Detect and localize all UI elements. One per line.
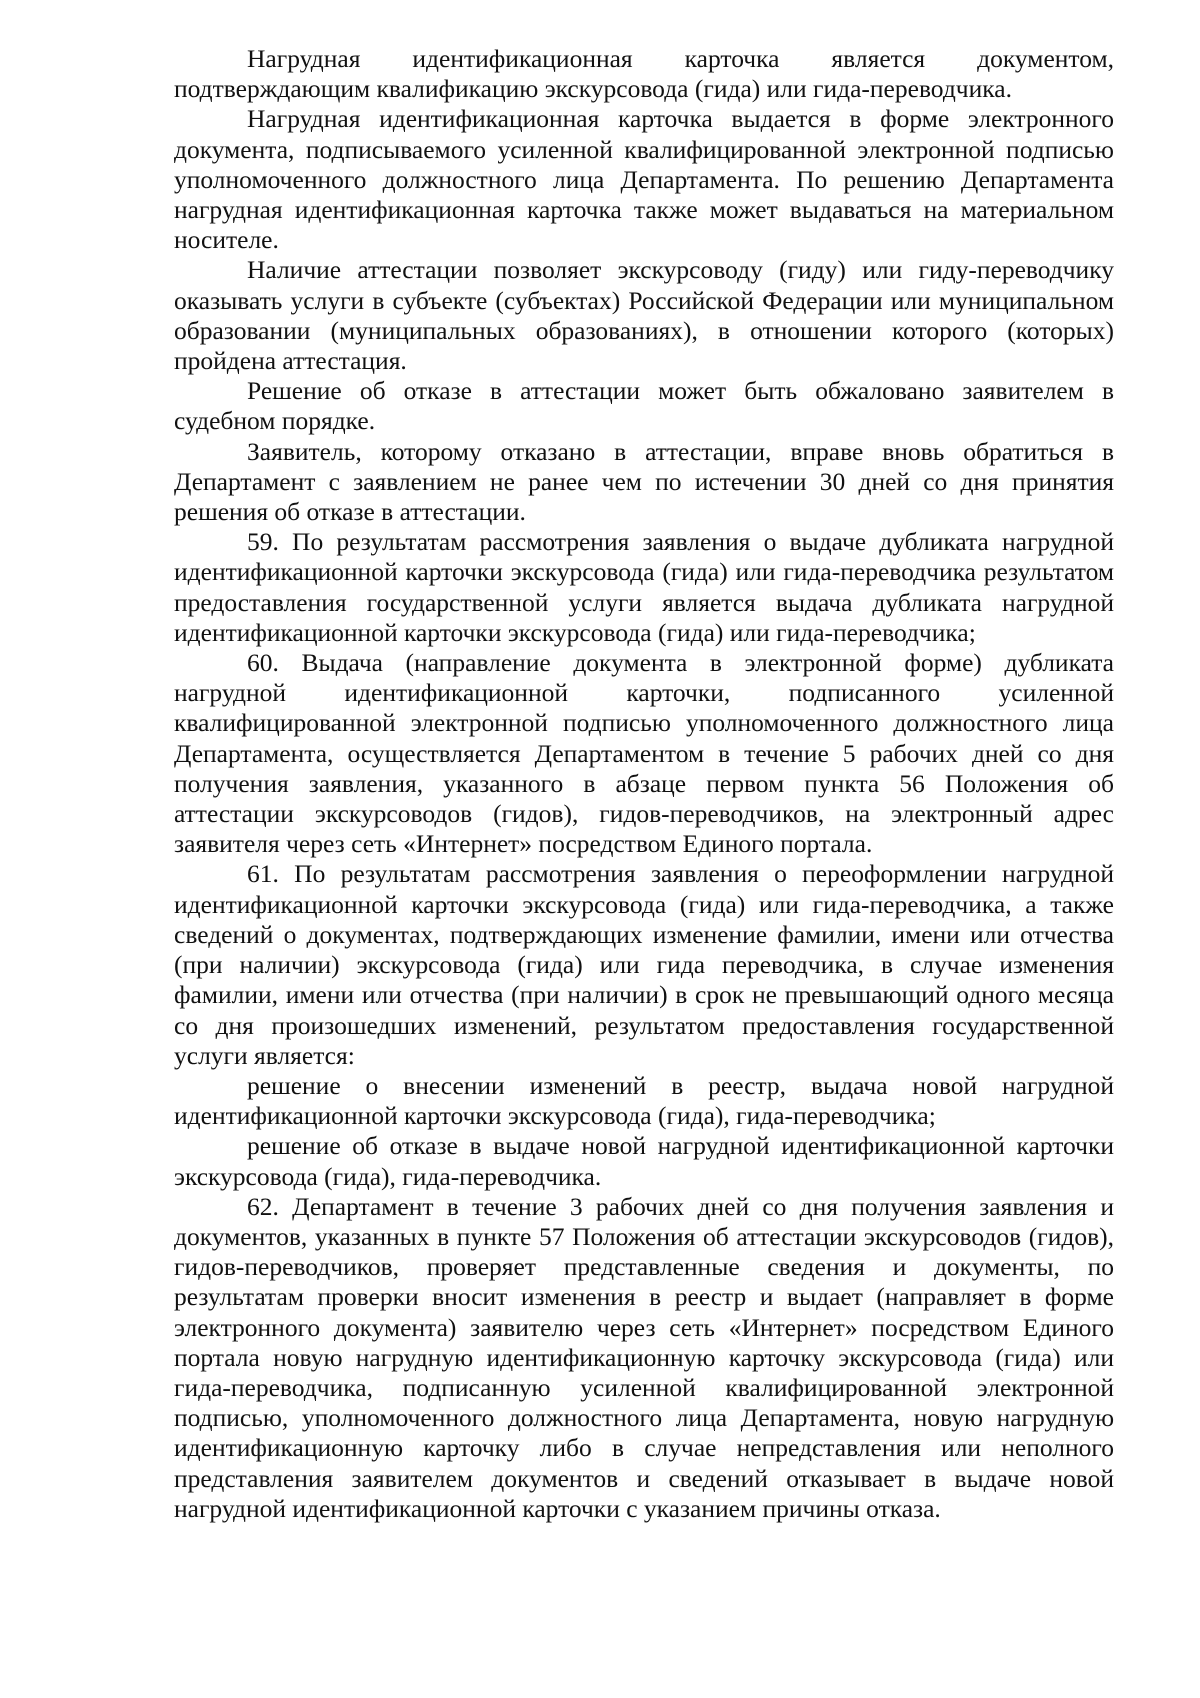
paragraph-electronic-badge: Нагрудная идентификационная карточка выдается в форме электронного документа, подписываемого усиленной квалифицированной электронной подписью уполномоченного должностного лица Департамента. По решению Департамента нагрудная идентификационная карточка также может выдаваться на материальном носителе.	[174, 104, 1114, 255]
paragraph-decision-changes: решение о внесении изменений в реестр, выдача новой нагрудной идентификационной карточки экскурсовода (гида), гида-переводчика;	[174, 1070, 1114, 1131]
document-body	[174, 44, 1114, 1524]
paragraph-reapply: Заявитель, которому отказано в аттестации, вправе вновь обратиться в Департамент с заявлением не ранее чем по истечении 30 дней со дня принятия решения об отказе в аттестации.	[174, 436, 1114, 527]
paragraph-badge-definition: Нагрудная идентификационная карточка является документом, подтверждающим квалификацию экскурсовода (гида) или гида-переводчика.	[174, 44, 1114, 104]
paragraph-item-62: 62. Департамент в течение 3 рабочих дней со дня получения заявления и документов, указанных в пункте 57 Положения об аттестации экскурсоводов (гидов), гидов-переводчиков, проверяет представленные сведения и документы, по результатам проверки вносит изменения в реестр и выдает (направляет в форме электронного документа) заявителю через сеть «Интернет» посредством Единого портала новую нагрудную идентификационную карточку экскурсовода (гида) или гида-переводчика, подписанную усиленной квалифицированной электронной подписью, уполномоченного должностного лица Департамента, новую нагрудную идентификационную карточку либо в случае непредставления или неполного представления заявителем документов и сведений отказывает в выдаче новой нагрудной идентификационной карточки с указанием причины отказа.	[174, 1191, 1114, 1523]
paragraph-appeal: Решение об отказе в аттестации может быть обжаловано заявителем в судебном порядке.	[174, 376, 1114, 436]
paragraph-item-61: 61. По результатам рассмотрения заявления о переоформлении нагрудной идентификационной карточки экскурсовода (гида) или гида-переводчика, а также сведений о документах, подтверждающих изменение фамилии, имени или отчества (при наличии) экскурсовода (гида) или гида переводчика, в случае изменения фамилии, имени или отчества (при наличии) в срок не превышающий одного месяца со дня произошедших изменений, результатом предоставления государственной услуги является:	[174, 859, 1114, 1070]
paragraph-item-59: 59. По результатам рассмотрения заявления о выдаче дубликата нагрудной идентификационной карточки экскурсовода (гида) или гида-переводчика результатом предоставления государственной услуги является выдача дубликата нагрудной идентификационной карточки экскурсовода (гида) или гида-переводчика;	[174, 527, 1114, 647]
paragraph-decision-refusal: решение об отказе в выдаче новой нагрудной идентификационной карточки экскурсовода (гида), гида-переводчика.	[174, 1131, 1114, 1191]
paragraph-attestation-scope: Наличие аттестации позволяет экскурсоводу (гиду) или гиду-переводчику оказывать услуги в субъекте (субъектах) Российской Федерации или муниципальном образовании (муниципальных образованиях), в отношении которого (которых) пройдена аттестация.	[174, 255, 1114, 376]
paragraph-item-60: 60. Выдача (направление документа в электронной форме) дубликата нагрудной идентификационной карточки, подписанного усиленной квалифицированной электронной подписью уполномоченного должностного лица Департамента, осуществляется Департаментом в течение 5 рабочих дней со дня получения заявления, указанного в абзаце первом пункта 56 Положения об аттестации экскурсоводов (гидов), гидов-переводчиков, на электронный адрес заявителя через сеть «Интернет» посредством Единого портала.	[174, 648, 1114, 859]
